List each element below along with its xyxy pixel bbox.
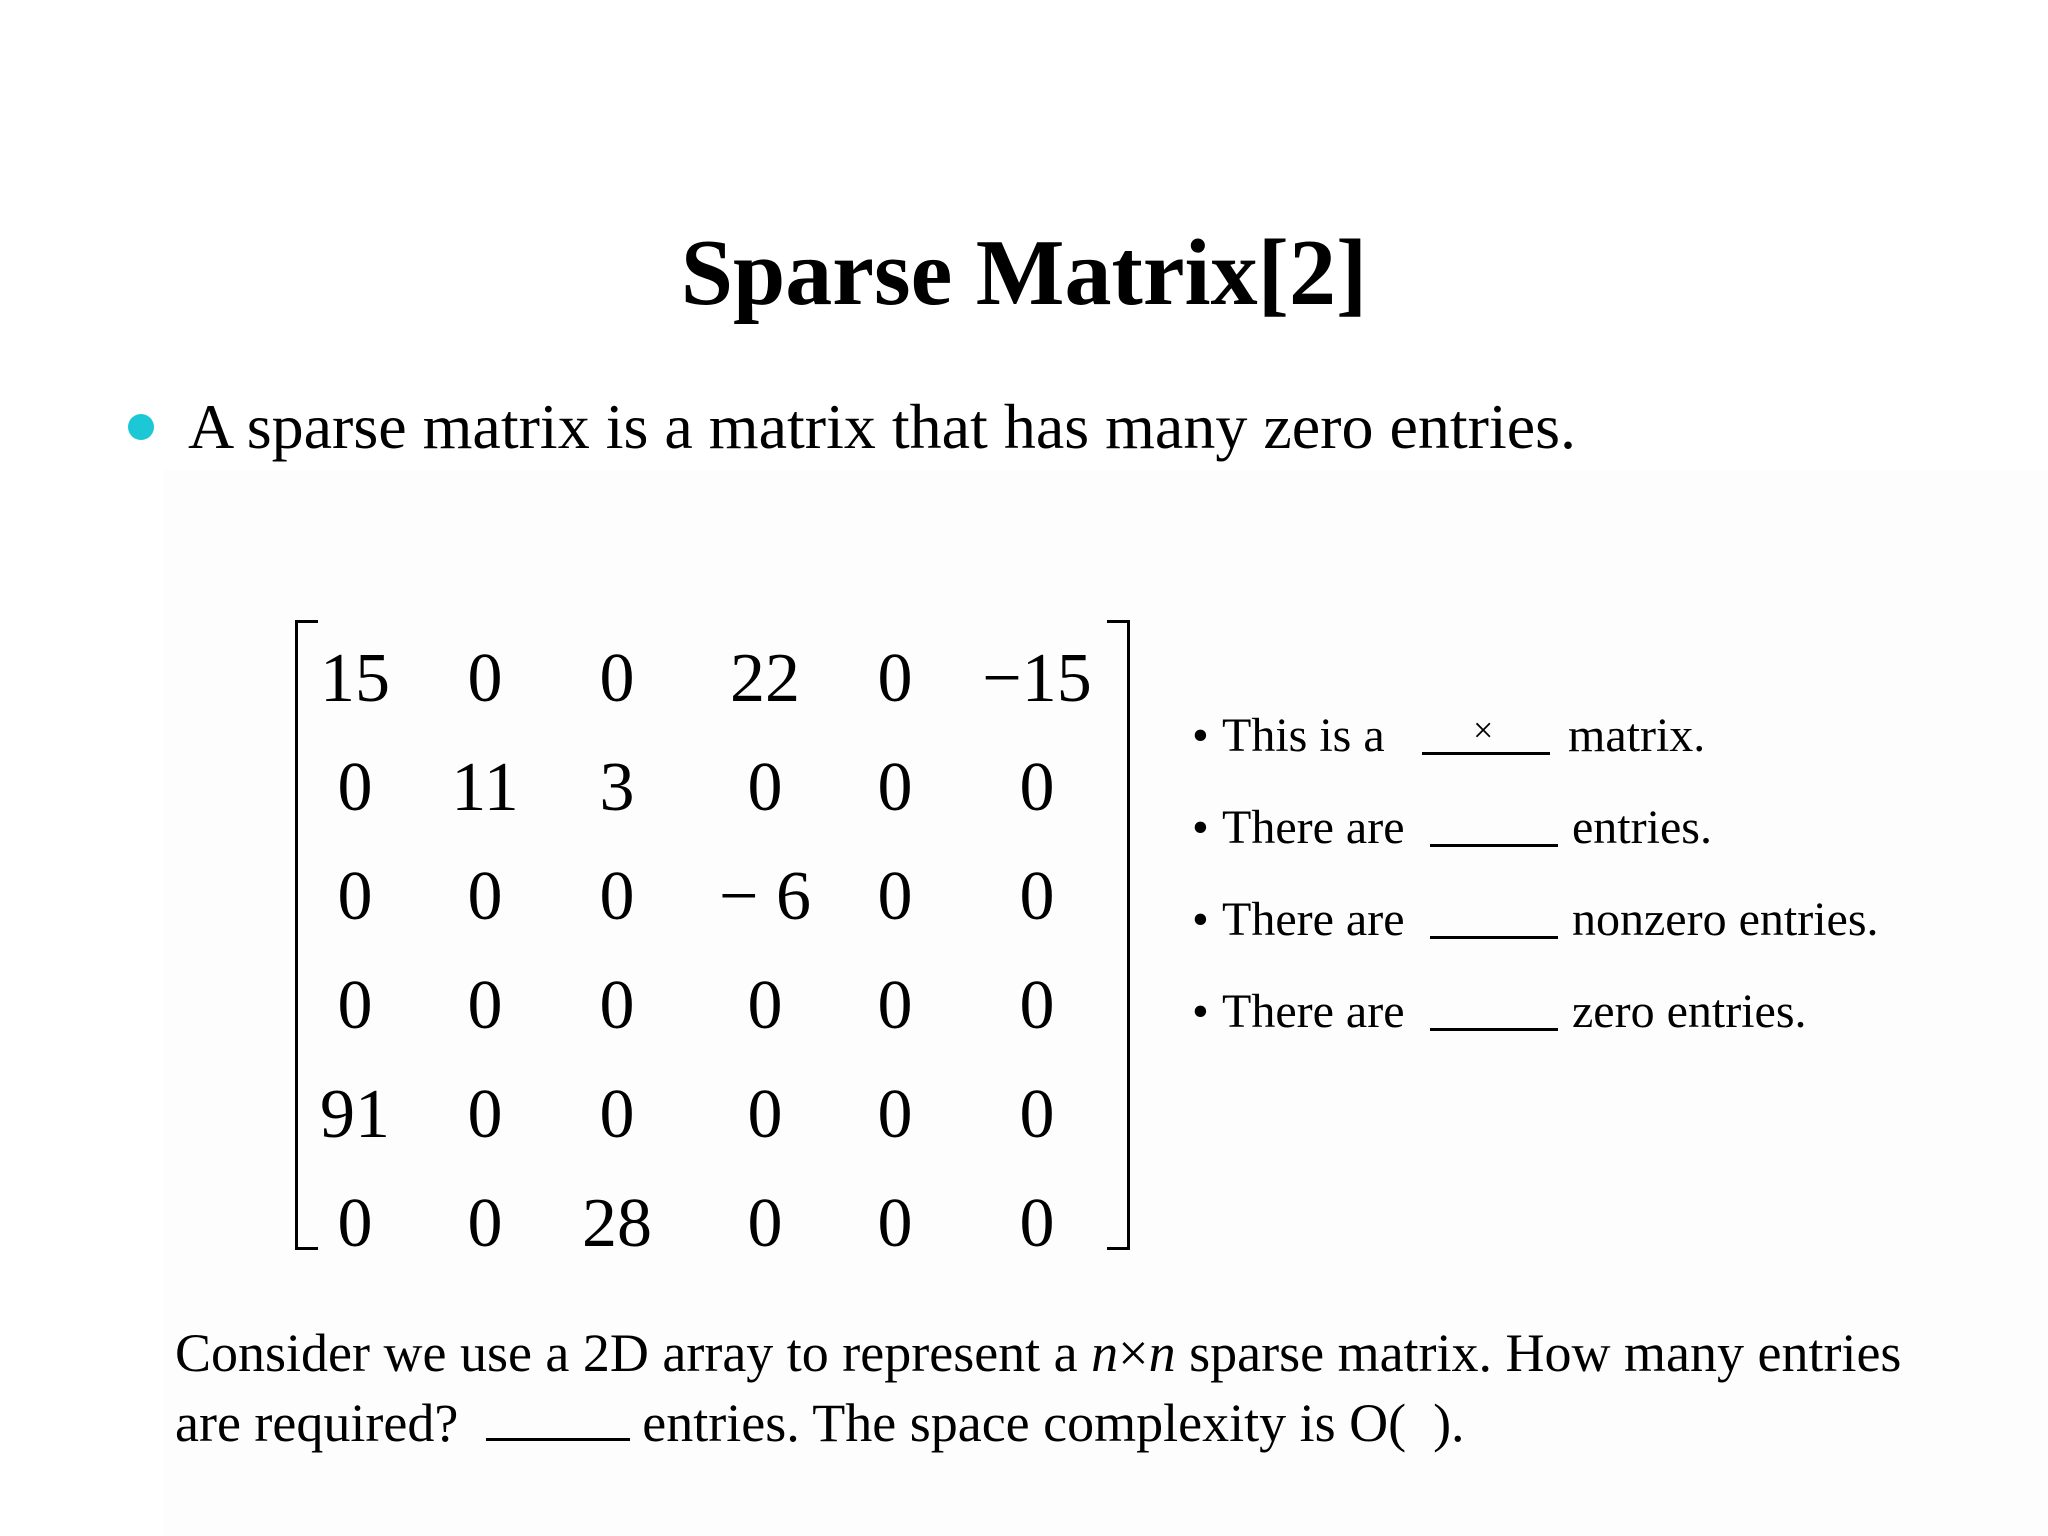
matrix-cell: −15 <box>982 640 1092 717</box>
slide-title: Sparse Matrix[2] <box>680 221 1368 325</box>
matrix-cell: 11 <box>451 749 519 826</box>
question-text-end: zero entries. <box>1572 985 1807 1038</box>
question-item-entries <box>1192 782 2042 874</box>
matrix-cell: 15 <box>320 640 390 717</box>
matrix-cell: 0 <box>877 640 913 717</box>
question-text: There are <box>1222 985 1405 1038</box>
consider-paragraph <box>175 1318 2035 1458</box>
answer-blank-nonzero <box>1430 936 1558 939</box>
answer-blank-entries <box>1430 844 1558 847</box>
matrix-cell: 28 <box>582 1185 652 1262</box>
variable-n: n <box>1148 1323 1176 1383</box>
matrix-cell: 0 <box>877 1076 913 1153</box>
matrix-cell: 0 <box>467 858 503 935</box>
matrix-cell: 0 <box>877 1185 913 1262</box>
bullet-dot-icon <box>128 414 154 440</box>
question-bullet: • <box>1192 985 1209 1038</box>
matrix-cell: 0 <box>467 967 503 1044</box>
times-symbol: × <box>1118 1323 1149 1383</box>
matrix-cell: 0 <box>747 1076 783 1153</box>
question-text-end: nonzero entries. <box>1572 893 1879 946</box>
question-text: This is a <box>1222 709 1385 762</box>
question-item-zero <box>1192 966 2042 1058</box>
matrix-cell: 0 <box>1019 749 1055 826</box>
question-text: There are <box>1222 893 1405 946</box>
variable-n: n <box>1091 1323 1119 1383</box>
matrix-cell: 3 <box>599 749 635 826</box>
consider-text: entries. The space complexity is O( ). <box>642 1393 1465 1453</box>
matrix-cell: 0 <box>599 858 635 935</box>
question-item-dimensions <box>1192 690 2042 782</box>
matrix-cell: 0 <box>1019 1076 1055 1153</box>
matrix-cell: 22 <box>730 640 800 717</box>
matrix-cell: 0 <box>337 1185 373 1262</box>
matrix-cell: 0 <box>747 967 783 1044</box>
matrix-cell: 0 <box>1019 1185 1055 1262</box>
question-text: There are <box>1222 801 1405 854</box>
matrix-cell: 0 <box>599 967 635 1044</box>
question-text-end: matrix. <box>1568 709 1706 762</box>
answer-blank-zero <box>1430 1028 1558 1031</box>
question-bullet: • <box>1192 893 1209 946</box>
question-bullet: • <box>1192 709 1209 762</box>
matrix-cell: 0 <box>337 967 373 1044</box>
matrix-cell: 0 <box>1019 967 1055 1044</box>
main-bullet-text: A sparse matrix is a matrix that has many zero entries. <box>188 391 1577 462</box>
matrix-cell: − 6 <box>719 858 811 935</box>
matrix-cell: 0 <box>877 858 913 935</box>
question-item-nonzero <box>1192 874 2042 966</box>
matrix-cell: 0 <box>337 749 373 826</box>
matrix-cell: 0 <box>467 1185 503 1262</box>
consider-text: sparse matrix. How many entries <box>1175 1323 1902 1383</box>
consider-line-2 <box>175 1388 2035 1458</box>
matrix-cell: 0 <box>467 1076 503 1153</box>
main-bullet <box>128 382 1576 472</box>
question-bullet: • <box>1192 801 1209 854</box>
matrix-cell: 91 <box>320 1076 390 1153</box>
matrix-cell: 0 <box>747 749 783 826</box>
matrix-cell: 0 <box>599 640 635 717</box>
answer-blank-array-entries <box>486 1394 630 1441</box>
matrix-cell: 0 <box>877 749 913 826</box>
matrix-cell: 0 <box>1019 858 1055 935</box>
consider-text: Consider we use a 2D array to represent a <box>175 1323 1092 1383</box>
matrix-cell: 0 <box>747 1185 783 1262</box>
matrix-cell: 0 <box>599 1076 635 1153</box>
consider-text: are required? <box>175 1393 459 1453</box>
consider-line-1 <box>175 1318 2035 1388</box>
question-text-end: entries. <box>1572 801 1712 854</box>
times-sign: × <box>1473 710 1494 750</box>
question-list <box>1192 690 2042 1058</box>
matrix-right-bracket <box>1107 620 1130 1250</box>
matrix-cell: 0 <box>337 858 373 935</box>
matrix-cell: 0 <box>877 967 913 1044</box>
sparse-matrix <box>295 620 1130 1262</box>
matrix-cell: 0 <box>467 640 503 717</box>
